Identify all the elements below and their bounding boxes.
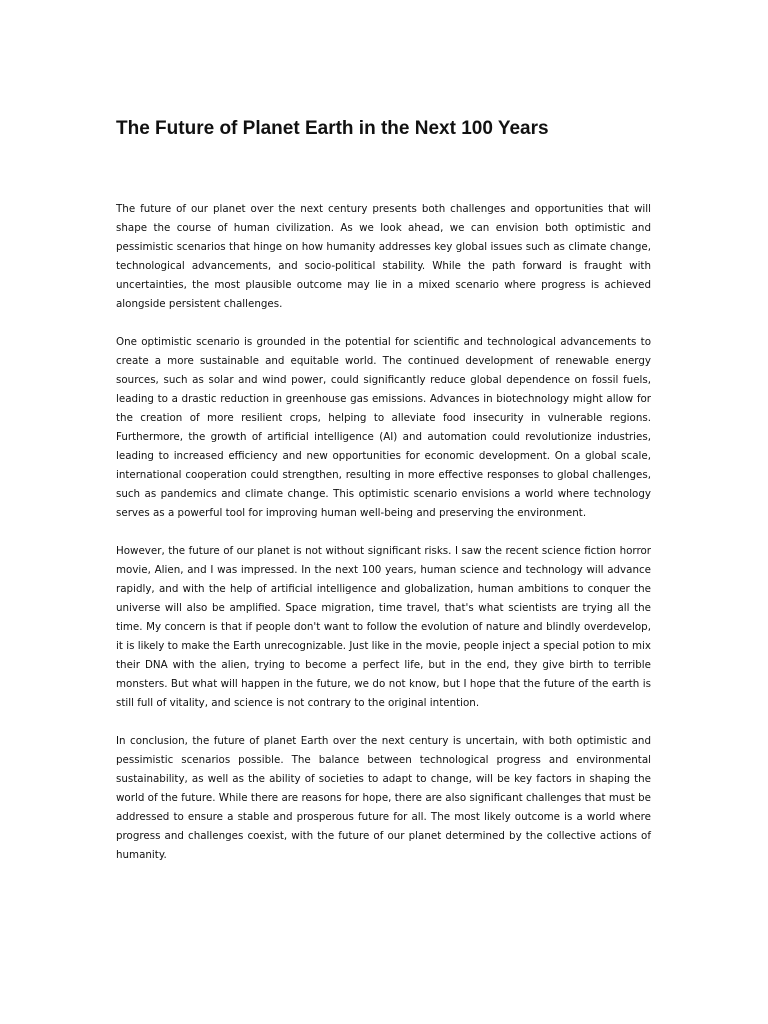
paragraph-introduction: The future of our planet over the next century presents both challenges and opportunities that will shape the course of human civilization. As we look ahead, we can envision both optimistic and pessimistic scenarios that hinge on how humanity addresses key global issues such as climate change, technological advancements, and socio-political stability. While the path forward is fraught with uncertainties, the most plausible outcome may lie in a mixed scenario where progress is achieved alongside persistent challenges. [116,203,651,310]
paragraph-optimistic-scenario: One optimistic scenario is grounded in the potential for scientific and technological advancements to create a more sustainable and equitable world. The continued development of renewable energy sources, such as solar and wind power, could significantly reduce global dependence on fossil fuels, leading to a drastic reduction in greenhouse gas emissions. Advances in biotechnology might allow for the creation of more resilient crops, helping to alleviate food insecurity in vulnerable regions. Furthermore, the growth of artificial intelligence (AI) and automation could revolutionize industries, leading to increased efficiency and new opportunities for economic development. On a global scale, international cooperation could strengthen, resulting in more effective responses to global challenges, such as pandemics and climate change. This optimistic scenario envisions a world where technology serves as a powerful tool for improving human well-being and preserving the environment. [116,336,651,519]
document-body [116,200,651,884]
paragraph-risks: However, the future of our planet is not without significant risks. I saw the recent science fiction horror movie, Alien, and I was impressed. In the next 100 years, human science and technology will advance rapidly, and with the help of artificial intelligence and globalization, human ambitions to conquer the universe will also be amplified. Space migration, time travel, that's what scientists are trying all the time. My concern is that if people don't want to follow the evolution of nature and blindly overdevelop, it is likely to make the Earth unrecognizable. Just like in the movie, people inject a special potion to mix their DNA with the alien, trying to become a perfect life, but in the end, they give birth to terrible monsters. But what will happen in the future, we do not know, but I hope that the future of the earth is still full of vitality, and science is not contrary to the original intention. [116,545,651,709]
document-title: The Future of Planet Earth in the Next 100 Years [116,118,549,139]
paragraph-conclusion: In conclusion, the future of planet Earth over the next century is uncertain, with both optimistic and pessimistic scenarios possible. The balance between technological progress and environmental sustainability, as well as the ability of societies to adapt to change, will be key factors in shaping the world of the future. While there are reasons for hope, there are also significant challenges that must be addressed to ensure a stable and prosperous future for all. The most likely outcome is a world where progress and challenges coexist, with the future of our planet determined by the collective actions of humanity. [116,735,651,861]
